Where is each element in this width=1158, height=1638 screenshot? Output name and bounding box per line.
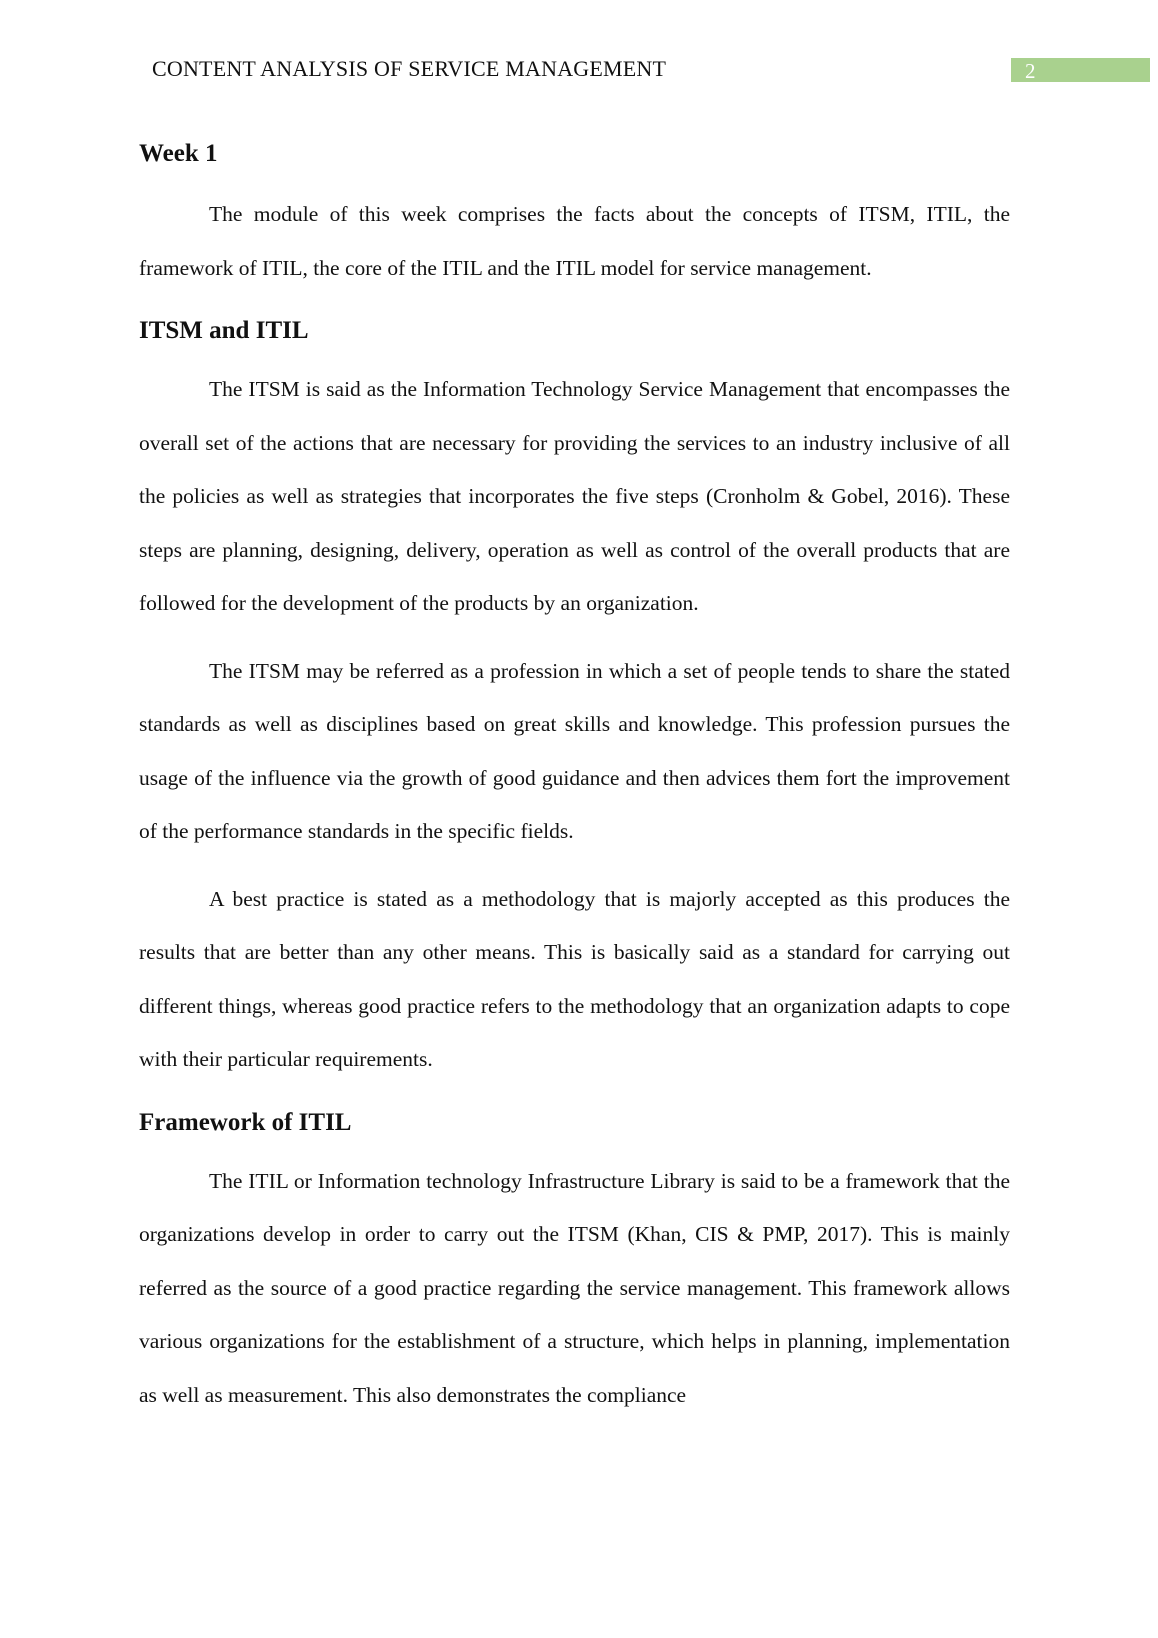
page-number: 2 bbox=[1025, 59, 1036, 83]
section-heading-week-1: Week 1 bbox=[139, 140, 218, 167]
page-number-badge bbox=[1011, 58, 1150, 82]
running-header: CONTENT ANALYSIS OF SERVICE MANAGEMENT bbox=[152, 56, 667, 81]
itsm-paragraph-2: The ITSM may be referred as a profession in which a set of people tends to share the stated standards as well as disciplines based on great skills and knowledge. This profession pursues the usage of the influence via the growth of good guidance and then advices them fort the improvement of the performance standards in the specific fields. bbox=[139, 658, 1010, 843]
itsm-paragraph-3: A best practice is stated as a methodology that is majorly accepted as this produces the results that are better than any other means. This is basically said as a standard for carrying out different things, whereas good practice refers to the methodology that an organization adapts to cope with their particular requirements. bbox=[139, 886, 1010, 1071]
document-body bbox=[139, 136, 1010, 1422]
week-1-paragraph: The module of this week comprises the facts about the concepts of ITSM, ITIL, the framework of ITIL, the core of the ITIL and the ITIL model for service management. bbox=[139, 202, 1010, 280]
itsm-paragraph-1: The ITSM is said as the Information Technology Service Management that encompasses the overall set of the actions that are necessary for providing the services to an industry inclusive of all the policies as well as strategies that incorporates the five steps (Cronholm & Gobel, 2016). These steps are planning, designing, delivery, operation as well as control of the overall products that are followed for the development of the products by an organization. bbox=[139, 377, 1010, 615]
framework-paragraph: The ITIL or Information technology Infrastructure Library is said to be a framework that the organizations develop in order to carry out the ITSM (Khan, CIS & PMP, 2017). This is mainly referred as the source of a good practice regarding the service management. This framework allows various organizations for the establishment of a structure, which helps in planning, implementation as well as measurement. This also demonstrates the compliance bbox=[139, 1168, 1010, 1407]
section-heading-framework-of-itil: Framework of ITIL bbox=[139, 1108, 352, 1136]
section-heading-itsm-and-itil: ITSM and ITIL bbox=[139, 317, 309, 344]
